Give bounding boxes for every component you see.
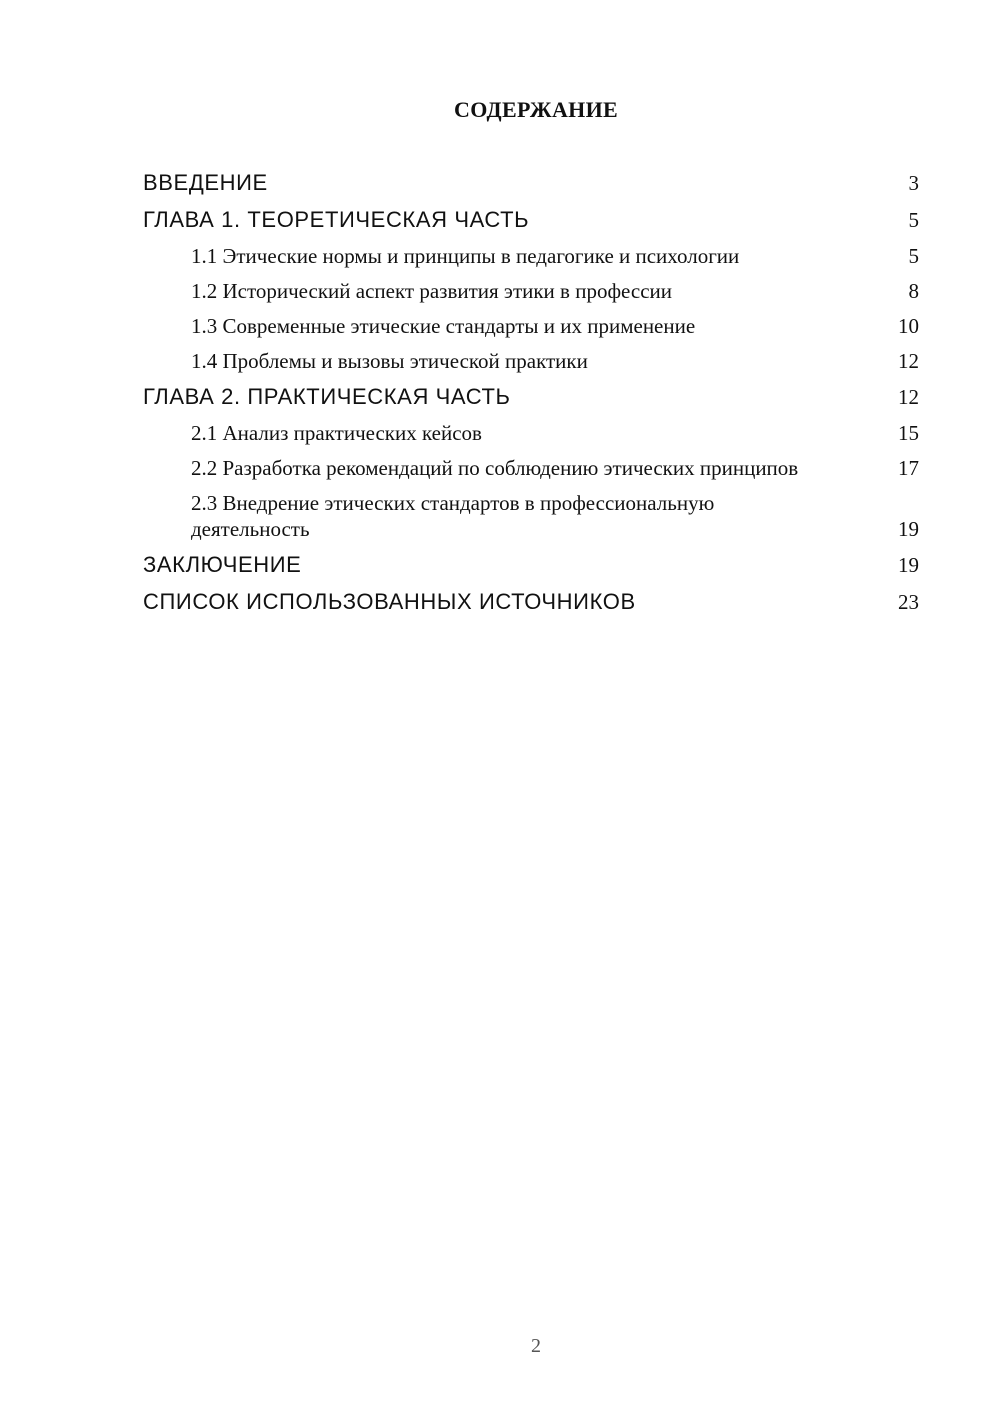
toc-entry-text: 1.3 Современные этические стандарты и их применение — [191, 314, 696, 338]
toc-entry-page: 19 — [898, 553, 919, 577]
toc-entry-section-2-1 — [143, 420, 919, 446]
toc-entry-text: ГЛАВА 1. ТЕОРЕТИЧЕСКАЯ ЧАСТЬ — [143, 207, 530, 232]
toc-entry-chapter-1 — [143, 206, 919, 234]
toc-entry-section-2-2 — [143, 455, 919, 481]
toc-entry-text: СПИСОК ИСПОЛЬЗОВАННЫХ ИСТОЧНИКОВ — [143, 589, 636, 614]
toc-title: СОДЕРЖАНИЕ — [454, 97, 618, 122]
toc-entry-page: 8 — [908, 279, 919, 303]
toc-entry-section-1-2 — [143, 278, 919, 304]
toc-entry-page: 23 — [898, 590, 919, 614]
toc-entry-page: 5 — [908, 244, 919, 268]
toc-entry-text: 1.4 Проблемы и вызовы этической практики — [191, 349, 588, 373]
page-number: 2 — [531, 1335, 541, 1357]
toc-entry-text: 2.1 Анализ практических кейсов — [191, 421, 482, 445]
toc-entry-page: 3 — [908, 171, 919, 195]
toc-entry-text: ЗАКЛЮЧЕНИЕ — [143, 552, 302, 577]
table-of-contents — [143, 169, 919, 625]
toc-entry-page: 12 — [898, 385, 919, 409]
toc-entry-section-1-1 — [143, 243, 919, 269]
toc-entry-text: ГЛАВА 2. ПРАКТИЧЕСКАЯ ЧАСТЬ — [143, 384, 511, 409]
toc-entry-page: 5 — [908, 208, 919, 232]
toc-entry-text: 1.1 Этические нормы и принципы в педагогике и психологии — [191, 244, 740, 268]
toc-entry-page: 17 — [898, 456, 919, 480]
toc-entry-page: 19 — [898, 517, 919, 541]
toc-entry-text: 1.2 Исторический аспект развития этики в профессии — [191, 279, 673, 303]
toc-entry-section-1-3 — [143, 313, 919, 339]
toc-entry-page: 15 — [898, 421, 919, 445]
toc-entry-page: 12 — [898, 349, 919, 373]
toc-entry-introduction — [143, 169, 919, 197]
toc-entry-page: 10 — [898, 314, 919, 338]
toc-entry-references — [143, 588, 919, 616]
toc-entry-conclusion — [143, 551, 919, 579]
toc-entry-section-2-3 — [143, 490, 919, 542]
toc-entry-text: 2.2 Разработка рекомендаций по соблюдению этических принципов — [191, 456, 799, 480]
toc-entry-section-1-4 — [143, 348, 919, 374]
toc-entry-chapter-2 — [143, 383, 919, 411]
toc-entry-text: ВВЕДЕНИЕ — [143, 170, 268, 195]
toc-entry-text: 2.3 Внедрение этических стандартов в профессиональную деятельность — [191, 491, 715, 541]
